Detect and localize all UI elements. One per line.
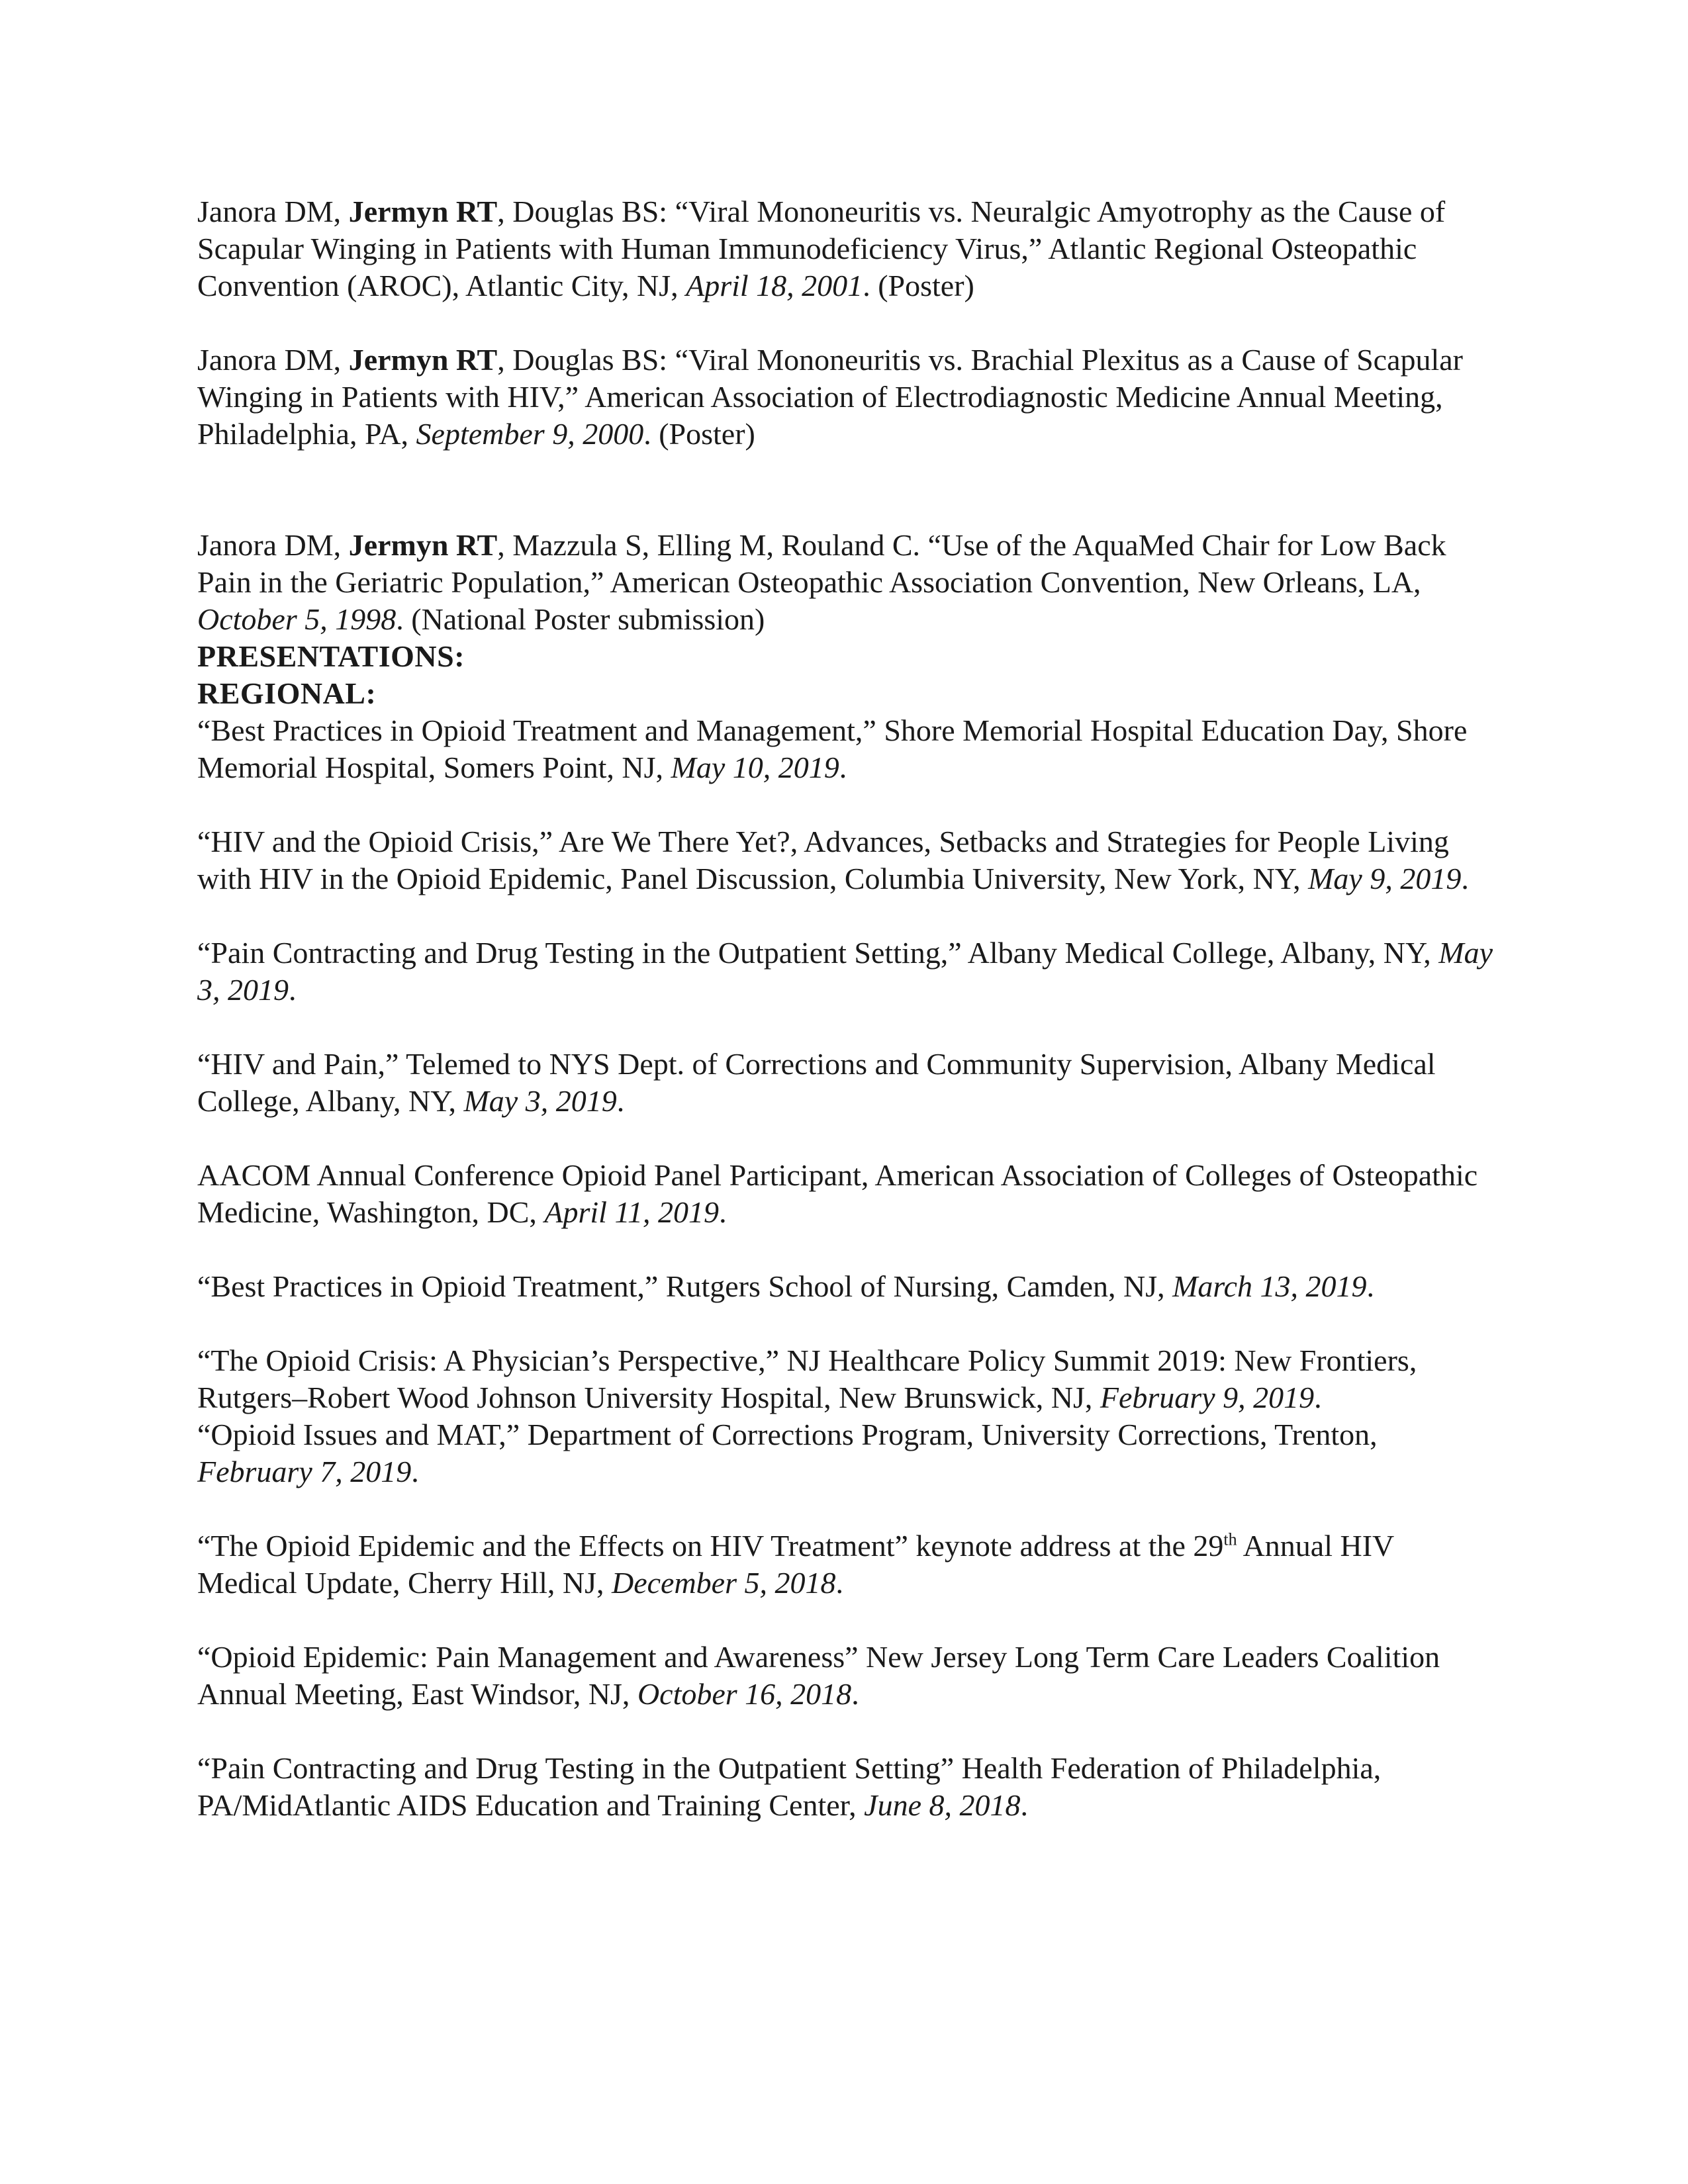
entry-tail: . xyxy=(1020,1788,1028,1822)
ordinal-suffix: th xyxy=(1223,1529,1237,1549)
poster-entry xyxy=(197,527,1495,638)
author-highlight: Jermyn RT xyxy=(348,528,498,562)
entry-text: “Viral Mononeuritis vs. Brachial Plexitus as a Cause of Scapular Winging in Patients with HIV,” American Association of Electrodiagnostic Medicine Annual Meeting, Philadelphia, PA, xyxy=(197,343,1464,451)
presentation-entry xyxy=(197,1268,1495,1305)
presentation-entry xyxy=(197,1416,1495,1490)
entry-date: May 3, 2019 xyxy=(197,936,1493,1007)
entry-tail: . xyxy=(719,1195,727,1229)
presentation-entry xyxy=(197,1157,1495,1231)
entry-text: “Best Practices in Opioid Treatment,” Rutgers School of Nursing, Camden, NJ, xyxy=(197,1269,1173,1303)
entry-tail: . xyxy=(851,1677,859,1711)
authors: Janora DM, xyxy=(197,195,349,228)
entry-text: “Opioid Epidemic: Pain Management and Awareness” New Jersey Long Term Care Leaders Coalition Annual Meeting, East Windsor, NJ, xyxy=(197,1640,1440,1711)
entry-text: “Opioid Issues and MAT,” Department of Corrections Program, University Corrections, Trenton, xyxy=(197,1418,1378,1451)
entry-tail: . xyxy=(1314,1381,1322,1414)
entry-tail: . xyxy=(616,1084,625,1118)
entry-tail: . (National Poster submission) xyxy=(396,602,765,636)
entry-tail: . xyxy=(839,751,847,784)
entry-date: June 8, 2018 xyxy=(864,1788,1021,1822)
entry-date: December 5, 2018 xyxy=(611,1566,836,1600)
entry-tail: . xyxy=(1461,862,1469,895)
entry-tail: . xyxy=(835,1566,843,1600)
presentation-entry xyxy=(197,1639,1495,1713)
entry-date: May 3, 2019 xyxy=(463,1084,617,1118)
entry-date: May 10, 2019 xyxy=(671,751,839,784)
entry-text: “HIV and the Opioid Crisis,” Are We There Yet?, Advances, Setbacks and Strategies for People Living with HIV in the Opioid Epidemic, Panel Discussion, Columbia University, New York, NY, xyxy=(197,825,1449,895)
entry-date: April 18, 2001 xyxy=(686,269,863,302)
author-highlight: Jermyn RT xyxy=(348,343,498,377)
authors: , Douglas BS: xyxy=(497,343,675,377)
entry-text: “Use of the AquaMed Chair for Low Back Pain in the Geriatric Population,” American Osteopathic Association Convention, New Orleans, LA, xyxy=(197,528,1446,599)
poster-entry xyxy=(197,341,1495,453)
entry-text: Annual HIV Medical Update, Cherry Hill, NJ, xyxy=(197,1529,1394,1600)
entry-text: AACOM Annual Conference Opioid Panel Participant, American Association of Colleges of Osteopathic Medicine, Washington, DC, xyxy=(197,1158,1478,1229)
entry-text: “Pain Contracting and Drug Testing in the Outpatient Setting” Health Federation of Philadelphia, PA/MidAtlantic AIDS Education and Training Center, xyxy=(197,1751,1382,1822)
authors: , Mazzula S, Elling M, Rouland C. xyxy=(497,528,928,562)
entry-text: “The Opioid Epidemic and the Effects on HIV Treatment” keynote address at the 29 xyxy=(197,1529,1224,1563)
author-highlight: Jermyn RT xyxy=(348,195,498,228)
presentation-entry xyxy=(197,1527,1495,1602)
section-heading-presentations: PRESENTATIONS: xyxy=(197,639,465,673)
entry-date: March 13, 2019 xyxy=(1172,1269,1367,1303)
poster-entry xyxy=(197,193,1495,304)
presentation-entry xyxy=(197,1046,1495,1120)
authors: Janora DM, xyxy=(197,528,349,562)
document-page xyxy=(197,193,1495,1824)
authors: Janora DM, xyxy=(197,343,349,377)
entry-text: “Best Practices in Opioid Treatment and Management,” Shore Memorial Hospital Education Day, Shore Memorial Hospital, Somers Point, NJ, xyxy=(197,713,1468,784)
entry-date: October 16, 2018 xyxy=(637,1677,852,1711)
entry-text: “Viral Mononeuritis vs. Neuralgic Amyotrophy as the Cause of Scapular Winging in Patients with Human Immunodeficiency Virus,” Atlantic Regional Osteopathic Convention (AROC), Atlantic City, NJ, xyxy=(197,195,1446,302)
presentation-entry xyxy=(197,823,1495,897)
presentation-entry xyxy=(197,712,1495,786)
entry-date: April 11, 2019 xyxy=(544,1195,720,1229)
entry-tail: . xyxy=(411,1455,419,1488)
entry-text: “The Opioid Crisis: A Physician’s Perspective,” NJ Healthcare Policy Summit 2019: New Frontiers, Rutgers–Robert Wood Johnson University Hospital, New Brunswick, NJ, xyxy=(197,1343,1417,1414)
presentation-entry xyxy=(197,934,1495,1009)
entry-date: February 7, 2019 xyxy=(197,1455,412,1488)
entry-date: May 9, 2019 xyxy=(1308,862,1462,895)
entry-tail: . (Poster) xyxy=(863,269,974,302)
entry-tail: . xyxy=(289,973,297,1007)
authors: , Douglas BS: xyxy=(497,195,675,228)
presentation-entry xyxy=(197,1750,1495,1824)
entry-date: February 9, 2019 xyxy=(1100,1381,1315,1414)
entry-tail: . (Poster) xyxy=(643,417,755,451)
entry-text: “Pain Contracting and Drug Testing in the Outpatient Setting,” Albany Medical College, Albany, NY, xyxy=(197,936,1439,970)
presentation-entry xyxy=(197,1342,1495,1416)
entry-tail: . xyxy=(1366,1269,1375,1303)
section-heading-regional: REGIONAL: xyxy=(197,676,377,710)
entry-text: “HIV and Pain,” Telemed to NYS Dept. of Corrections and Community Supervision, Albany Medical College, Albany, NY, xyxy=(197,1047,1436,1118)
entry-date: September 9, 2000 xyxy=(416,417,644,451)
entry-date: October 5, 1998 xyxy=(197,602,397,636)
